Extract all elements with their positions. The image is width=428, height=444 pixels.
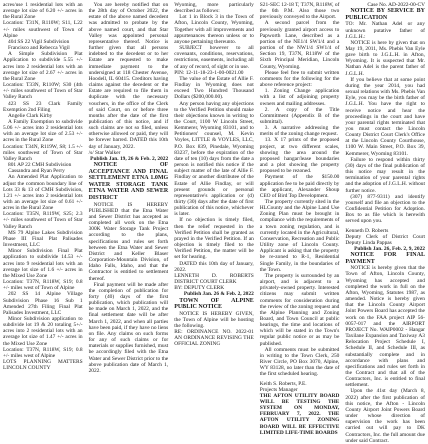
notice-paragraph: acres/use 1 residential lots with an average lot size of 6.20 +/- acres in the Rural Zone: [3, 2, 83, 21]
notice-paragraph: RE: ORDINANCE NO. 2022-01 AN ORDINANCE REVISING THE OFFICIAL ZONING: [174, 329, 254, 348]
notice-paragraph: Final payment will be made after the completion of publication for forty (40) days of the first publication, which publication will be made on March 1, 2022, and the final settlement date will be after March 1, 2022, and when all parties have been paid, if they have no liens on file. Any claims on such forms for any of such claims or for materials or supplies furnished, must be accordingly filed with the Etna Water and Sewer District prior to the above publication date of March 1, 2022.: [88, 281, 169, 374]
notice-paragraph: S21-SEC 12-18 T, T37N, R118W, of the 6th P.M. Also those two previously conveyed to the Airport.: [259, 2, 340, 21]
notice-paragraph: Case No. AD-2022-00-CV: [367, 2, 425, 8]
notice-paragraph: Projects Manager: [259, 386, 298, 393]
notice-paragraph: The property is surrounded by an airport, and is adjacent to a privately-owned property. Interested citizens may submit written comments for consideration during the review of the zoning request and the Alpine Planning and Zoning Board, and Town Council at public hearings, the time and locations of which will be stated in the Town's regular public notice or as may be published.: [259, 272, 340, 347]
notice-paragraph: Minor Subdivision application to subdivide lot 19 & 20 totaling 5+/- acres into 2 residential lots with an average lot size of 1.47 +/- acres in the Mixed Use Zone: [3, 315, 83, 347]
notice-paragraph: A Simple Subdivision Plat Application to subdivide 5.55 +/- acres into 2 residential lots with an average lot size of 2.67 +/- acres in the Rural Zone: [3, 51, 83, 82]
notice-paragraph: 3. A narrative addressing the merits of the zoning change request.: [259, 125, 340, 138]
notice-paragraph: THE AFTON UTILITY BOARD WILL BE TESTING THE SYSTEM ON MONDAY, FEBRUARY 7, 2022. THE AFTON UTILITY ZONING BOARD WILL BE EFFECTIVE LIMITED LIFE-TIME BOARDS: [259, 392, 340, 436]
notice-paragraph: A second parcel from the previously granted airport access to Papworth Lane, described as a portion of the NE1/4 SW1/4 and a portion of the NW1/4 SW1/4 of Section 19, T37N, R118W of the Sixth Principal Meridian, Lincoln County, Wyoming.: [259, 20, 340, 70]
notice-paragraph: Location: T34N, R119W, S8; 1.5 +/- miles southwest of Town of Star Valley Ranch: [3, 143, 83, 162]
column-5: [345, 2, 425, 444]
notice-paragraph: Location: T37N, R118W, S19; 0.8 +/- miles west of Alpine: [3, 346, 83, 359]
notice-heading: NOTICE FOR FINAL PAYMENT: [345, 252, 425, 265]
notice-paragraph: Publish Jan. 26, Feb. 2, 9, 2022: [354, 245, 425, 252]
notice-paragraph: DATED this 10th day of January, 2022.: [174, 260, 254, 273]
notice-paragraph: Angelie Clark Kirby: [8, 112, 53, 119]
notice-paragraph: Payment of the $150.00 application fee to be paid directly by the applicant, Alexander Shoup CEO of Bird Top Development.: [259, 174, 340, 199]
notice-paragraph: Location: T33N, R110W; S30 (4th +/- miles southwest of Town of Star Valley Ranch: [3, 82, 83, 101]
notice-paragraph: A Family Exemption to subdivide 5.06 +/- acres into 2 residential lots with an average lot size of 2.53 +/- acres in the Rural Zone: [3, 118, 83, 144]
notice-paragraph: Kenneth D. Roberts: [345, 227, 389, 234]
column-2: [89, 2, 169, 400]
notice-paragraph: Publish Jan. 19, 26 & Feb. 2, 2022: [90, 155, 169, 162]
notice-paragraph: Publish Jan. 26 & Feb. 2, 2022: [183, 291, 254, 298]
notice-paragraph: BY: DEPUTY CLERK: [174, 285, 225, 292]
notice-paragraph: An Amended Plat Application to adjust the common boundary line of Lots 33 & 13 of CMH Subdivision, 1.21 +/- acres into 2 residential lots with an average lot size of 0.61 +/- acres in the Rural Zone: [3, 174, 83, 212]
notice-paragraph: MS 79 Alpine Lakes Subdivision Phase III Final Plat Palisades Investment, LLC: [3, 229, 83, 249]
notice-paragraph: If no objection is timely filed, then the relief requested in the Verified Petition shall be granted as prayed in the Verified Petition. If an objection is timely filed to the Verified Petition, the matter will be set for hearing.: [174, 217, 254, 261]
notice-paragraph: LOTS PLANNING MATTERS LINCOLN COUNTY: [3, 359, 83, 372]
notice-paragraph: 13. X 17 prints of the proposed project, at two different scales, showing the area around the proposed hangar/lease boundaries and a plot showing the property proposed to be rezoned.: [259, 137, 340, 175]
notice-paragraph: Upon the 41st day (March 8, 2022) after the first publication of this notice, the Afton - Lincoln County Airport Joint Powers Board under whose direction of supervision the work has been carried out will pay to DK Contractors, Inc. the full amount due under said Contract.: [345, 388, 425, 444]
notice-paragraph: The property currently sited in the HLCounty and the Alpine Land Use Zoning Plan must be brought in compliance with the requirements of a town zoning regulation, and is currently located in the Agricultural, Conservation, Recreation and Public Utility zone of Lincoln County. Applicant is asking that the property be re-zoned to R-1, Residential Single Family, in the boundaries of the Town.: [259, 199, 340, 273]
notice-paragraph: 202 SS 14 Alpine Village Subdivision Phase 16 Sub 1 Amended 27th Filing Final Plat Palisades Investment, LLC: [3, 291, 83, 316]
notice-paragraph: TO: Mr. Nathan Adel or any unknown putative father of J.G.L.H.:: [345, 21, 425, 40]
notice-heading: TOWN OF ALPINE PUBLIC NOTICE: [174, 297, 254, 311]
notice-paragraph: NOTICE is hereby given that the Town of Afton, Lincoln County, Wyoming has accepted and completed the work in full on the Afton, Wyoming, Statutes 1987, as amended. Notice is hereby given that the Lincoln County Airport Joint Powers Board has accepted the work on the FAA project AIP 56-0057-017 and the AIRPORT PROJECT No. WAIP0002 - Hangar Taxilane Expansion and Taxiway A3 Relocation Project Schedule I, Schedule II, and Schedule III, as substantially complete and in accordance with plans and specifications and rules set forth in the Contract and that all of the Contractors, Inc. is entitled to final settlement.: [345, 265, 425, 389]
notice-paragraph: Please feel free to submit written comments for the following for the above reference project:: [259, 69, 340, 89]
notice-paragraph: Wyoming, more particularly described as follows:: [174, 2, 254, 15]
notice-paragraph: NOTICE IS HEREBY GIVEN, the Town of Alpine will be hosting the following.: [174, 310, 254, 329]
notice-paragraph: You are hereby notified that on the 28th day of October 2022, the estate of the above named decedent was admitted to probate by the above named court, and that Star Valley was appointed personal representative thereof. Notice is further given that all persons indebted to the decedent or to her Estate are requested to make immediate payment to the undersigned at 118 Chester Avenue, Hoodell, IL 60415. Creditors having claims against the decedent or the Estate are required to file them in duplicate with the necessary vouchers, in the office of the Clerk of said Court, on or before three months after the date of the first publication of this notice, and if such claims are not so filed, unless otherwise allowed or paid, they will be forever barred. DATED this 10th day of January, 2022.: [88, 2, 169, 150]
notice-paragraph: (307) 877-9311) and identify yourself and file an objection to the Confidential Petition for Adoption. Box to as file which is herewith served upon you.: [345, 193, 425, 225]
notice-paragraph: 801 AP 22 CMH Subdivision: [8, 162, 72, 169]
notice-paragraph: The value of the Estate of Allie F. Findlay in Wyoming does not exceed Two Hundred Thousand Dollars ($200,000.00).: [174, 75, 254, 101]
notice-heading: NOTICE BY SERVICE BY PUBLICATION: [345, 8, 425, 21]
notice-paragraph: Deputy Clerk of District Court Deputy Linda Pappas: [345, 233, 425, 246]
notice-paragraph: 423 SS 23 Clark Family Exemption 2nd Filing: [3, 100, 83, 113]
notice-paragraph: Location: T37N, R118W, S19; 0.8 +/- miles west of Town of Alpine: [3, 279, 83, 292]
notice-paragraph: LENNETH D. ROBERTS DISTRICT COURT CLERK: [174, 272, 254, 286]
notice-paragraph: Lot 1 in Block 3 in the Town of Afton, Lincoln County, Wyoming, Together with all improvements and appurtenances thereon unless or to anyone pertaining thereunto.: [174, 14, 254, 45]
notice-paragraph: 404 SS 22 Vigil Subdivision: [8, 38, 70, 45]
notice-paragraph: All comments must be submitted in writing to the Town Clerk, 250 River Circle, PO Box 3070, Alpine, WY 83128, no later than the date of the first scheduled hearing.: [259, 346, 340, 378]
notice-paragraph: Minor Subdivision Final Plat application to subdivide 14.53 +/- acres into 9 residential lots with an average lot size of 1.6 +/- acres in the Mixed Use Zone: [3, 248, 83, 279]
notice-paragraph: NOTICE is here by given that on May 19, 2011, Ms. Phebis Van Eyle gave birth to J.G.L.H. in Afton, Wyoming. It is suspected that Mr. Nathan Adel is the parent father of J.G.L.H.: [345, 39, 425, 77]
column-1: [3, 2, 83, 400]
notice-paragraph: Any person having any objections to the Verified Petition should make their objections known in writing to the Court, 1100 W Lincoln Street, Kemmerer, Wyoming 83101, and to Petitioners' counsel, M. Kevin Voyles, LITTLE & VOYLES, LLC, P.O. Box 839, Pinedale, Wyoming 83237, before the expiration of the date of ten (10) days from the date a person is notified this notice if the subject matter of the late of Allie F. Findlay or another distributee of the Estate of Allie Findlay, or will present grounds or personal representative's application or (d) thirty (30) days after the date of first publication of this notice, whichever is later.: [174, 100, 254, 218]
notice-paragraph: Failure to respond within thirty (30) days of the final publication of this notice may result in the termination of your parental rights and the adoption of J.G.L.H. without further notice.: [345, 156, 425, 194]
notice-paragraph: Cassandra and Ryan Perry: [8, 168, 65, 175]
notice-paragraph: NOTICE IS HEREBY PUBLISHED that the Etna Water and Sewer District has accepted as completed all work on the Etna 300K Water Storage Tank Project according to the plans, specifications and rules set forth between the Etna Water and Sewer District and Keller Blaser Corporation-Mountain Division, of Idaho Falls, Idaho, and that the Contractor is entitled to settlement thereof.: [88, 201, 169, 282]
notice-paragraph: Francisco and Rebecca Vigil: [8, 45, 70, 52]
notice-paragraph: 2. A copy of the Title Commitment (Appendix B of the submittal).: [259, 106, 340, 125]
notice-paragraph: 1. Zoning Change application with a list of adjoining property owners and mailing addresses.: [259, 88, 340, 107]
notice-paragraph: If you believe that at some point during the year 2014, you had sexual relations with Ms. Phebis Van Eyle, you may be the birth father of J.G.L.H. You have the right to receive notice and hear the proceedings in the court and have your parental rights terminated that you must contact the Lincoln County District Court Clerk's Office at the Lincoln County Courthouse, 1100 W. Main Street, P.O. Box 39, Kemmerer, Wyoming 83101.: [345, 76, 425, 157]
column-3: [174, 2, 254, 400]
notice-paragraph: Location: T35N, R119W, S25; 2.3 +/- miles southwest of Town of Star Valley Ranch: [3, 211, 83, 230]
notice-paragraph: SUBJECT however to all covenants, conditions, reservations, restrictions, easements, including all of any of record, of sight or in use.: [174, 45, 254, 70]
column-4: [259, 2, 340, 436]
notice-heading: NOTICE OF ACCEPTANCE AND FINAL SETTLEMENT ETNA 1.0MG WATER STORAGE TANK ETNA WATER AND SEWER DISTRICT: [88, 162, 169, 202]
notice-paragraph: PIN: 12-11-18-23-1-00-0021.00: [174, 69, 244, 76]
notice-paragraph: Location: T31N, R110W; S11, L22 +/- miles southwest of Town of Alpine: [3, 20, 83, 39]
notice-paragraph: Keith S. Roberts, P.E.: [259, 380, 307, 387]
notice-paragraph: /s/ Star Walker: [88, 149, 121, 156]
